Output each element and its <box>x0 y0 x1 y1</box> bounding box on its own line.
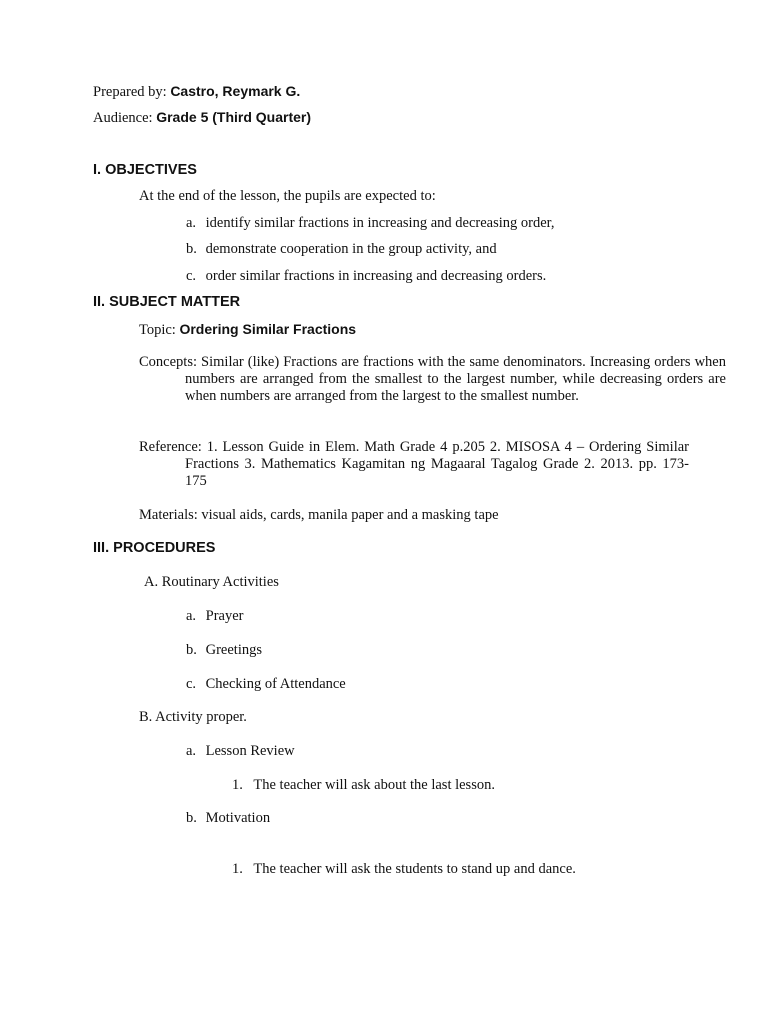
objective-text: demonstrate cooperation in the group activity, and <box>205 241 497 257</box>
lesson-review-step <box>232 776 495 794</box>
routinary-item <box>186 641 262 659</box>
routinary-item <box>186 675 346 693</box>
audience-line <box>93 108 311 127</box>
routinary-title: A. Routinary Activities <box>144 574 279 590</box>
list-marker: a. <box>186 608 197 624</box>
objective-item <box>186 267 546 285</box>
prepared-by-line <box>93 82 300 101</box>
routinary-text: Checking of Attendance <box>205 676 346 692</box>
lesson-review-item <box>186 742 295 760</box>
concepts-paragraph: Concepts: Similar (like) Fractions are fractions with the same denominators. Increasing orders when numbers are arranged from the smallest to the largest number, while decreasing orders are when numbers are arranged from the largest to the smallest number. <box>139 354 726 404</box>
procedures-heading: III. PROCEDURES <box>93 540 216 556</box>
topic-line <box>139 320 356 339</box>
topic-label: Topic: <box>139 322 176 338</box>
prepared-by-label: Prepared by: <box>93 84 167 100</box>
motivation-text: Motivation <box>205 810 271 826</box>
list-marker: b. <box>186 241 197 257</box>
routinary-item <box>186 607 243 625</box>
topic-value: Ordering Similar Fractions <box>179 321 357 337</box>
list-marker: a. <box>186 743 197 759</box>
materials-line: Materials: visual aids, cards, manila paper and a masking tape <box>139 507 499 523</box>
objective-item <box>186 214 555 232</box>
list-marker: b. <box>186 810 197 826</box>
lesson-review-step-text: The teacher will ask about the last lesson. <box>253 777 495 793</box>
motivation-step-text: The teacher will ask the students to stand up and dance. <box>253 861 576 877</box>
motivation-step <box>232 860 576 878</box>
audience-label: Audience: <box>93 110 153 126</box>
activity-proper-title: B. Activity proper. <box>139 709 247 725</box>
objectives-heading: I. OBJECTIVES <box>93 162 197 178</box>
routinary-text: Greetings <box>205 642 262 658</box>
lesson-review-text: Lesson Review <box>205 743 295 759</box>
list-marker: b. <box>186 642 197 658</box>
objective-text: identify similar fractions in increasing and decreasing order, <box>205 215 555 231</box>
objective-text: order similar fractions in increasing and decreasing orders. <box>205 268 547 284</box>
list-marker: 1. <box>232 861 243 877</box>
subject-matter-heading: II. SUBJECT MATTER <box>93 294 241 310</box>
audience-value: Grade 5 (Third Quarter) <box>156 109 312 125</box>
reference-paragraph: Reference: 1. Lesson Guide in Elem. Math Grade 4 p.205 2. MISOSA 4 – Ordering Similar Fractions 3. Mathematics Kagamitan ng Magaaral Tagalog Grade 2. 2013. pp. 173-175 <box>139 439 689 489</box>
motivation-item <box>186 809 270 827</box>
list-marker: 1. <box>232 777 243 793</box>
prepared-by-value: Castro, Reymark G. <box>170 83 301 99</box>
objectives-intro: At the end of the lesson, the pupils are expected to: <box>139 188 436 204</box>
objective-item <box>186 240 497 258</box>
list-marker: c. <box>186 676 197 692</box>
routinary-text: Prayer <box>205 608 244 624</box>
list-marker: c. <box>186 268 197 284</box>
list-marker: a. <box>186 215 197 231</box>
